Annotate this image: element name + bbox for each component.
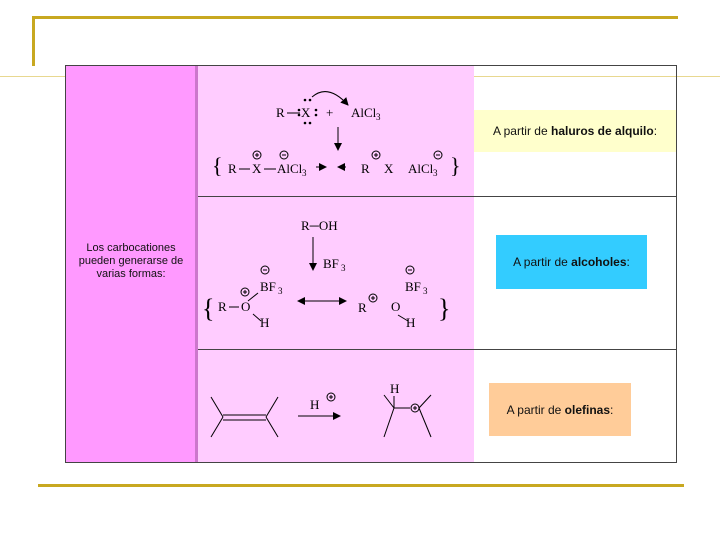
r1c-alcl: AlCl — [408, 161, 434, 176]
reaction-diagrams — [198, 65, 474, 463]
alcoholes-bold: alcoholes — [571, 255, 627, 269]
r2l-o: O — [241, 299, 251, 314]
intro-note — [68, 242, 194, 281]
haluros-prefix: A partir de — [492, 124, 548, 138]
olefinas-prefix: A partir de — [506, 402, 562, 417]
r2r-bf: BF — [405, 279, 421, 294]
r1-r: R — [276, 105, 285, 120]
r1c-x: X — [384, 161, 394, 176]
r2-bf: BF — [323, 256, 339, 271]
r3-h-top: H — [390, 381, 400, 396]
r2l-r: R — [218, 299, 227, 314]
r2r-bf-sub: 3 — [423, 286, 428, 296]
r2r-o: O — [391, 299, 401, 314]
olefinas-suffix: : — [610, 402, 614, 417]
r1b-x: X — [252, 161, 262, 176]
haluros-bold: haluros de alquilo — [551, 124, 654, 138]
reaction-1 — [212, 92, 461, 178]
r1-brace-right: } — [450, 153, 461, 178]
r2-roh: R─OH — [301, 218, 338, 233]
top-accent-line — [32, 16, 678, 19]
section-label-alcoholes — [496, 235, 647, 289]
r1-brace-left: { — [212, 153, 223, 178]
r3-h: H — [310, 397, 320, 412]
r1b-alcl: AlCl — [277, 161, 303, 176]
section-label-olefinas — [489, 383, 631, 436]
intro-line-1: Los carbocationes — [86, 242, 176, 254]
intro-line-2: pueden generarse de — [78, 255, 184, 267]
reaction-3 — [211, 381, 431, 437]
r2-bracket-right: } — [438, 294, 451, 323]
intro-line-3: varias formas: — [96, 268, 166, 280]
r2l-bf: BF — [260, 279, 276, 294]
r2-bf-sub: 3 — [341, 263, 346, 273]
left-accent-line — [32, 16, 35, 66]
bottom-accent-line — [38, 484, 684, 487]
r1-sub3: 3 — [376, 112, 381, 122]
alcoholes-suffix: : — [626, 255, 630, 269]
r2r-h: H — [406, 315, 416, 330]
olefinas-bold: olefinas — [564, 402, 611, 417]
section-label-haluros — [474, 110, 676, 152]
r2-bracket-left: { — [202, 294, 215, 323]
alcoholes-prefix: A partir de — [513, 255, 568, 269]
r2r-r: R — [358, 300, 367, 315]
r1b-sub3: 3 — [302, 168, 307, 178]
r1-alcl: AlCl — [351, 105, 377, 120]
r2l-h: H — [260, 315, 270, 330]
r1c-r: R — [361, 161, 370, 176]
r1-x: X — [301, 105, 311, 120]
haluros-suffix: : — [653, 124, 658, 138]
r1c-sub3: 3 — [433, 168, 438, 178]
reaction-2 — [202, 218, 450, 330]
r2l-bf-sub: 3 — [278, 286, 283, 296]
r1-plus: + — [326, 105, 334, 120]
r1b-r: R — [228, 161, 237, 176]
